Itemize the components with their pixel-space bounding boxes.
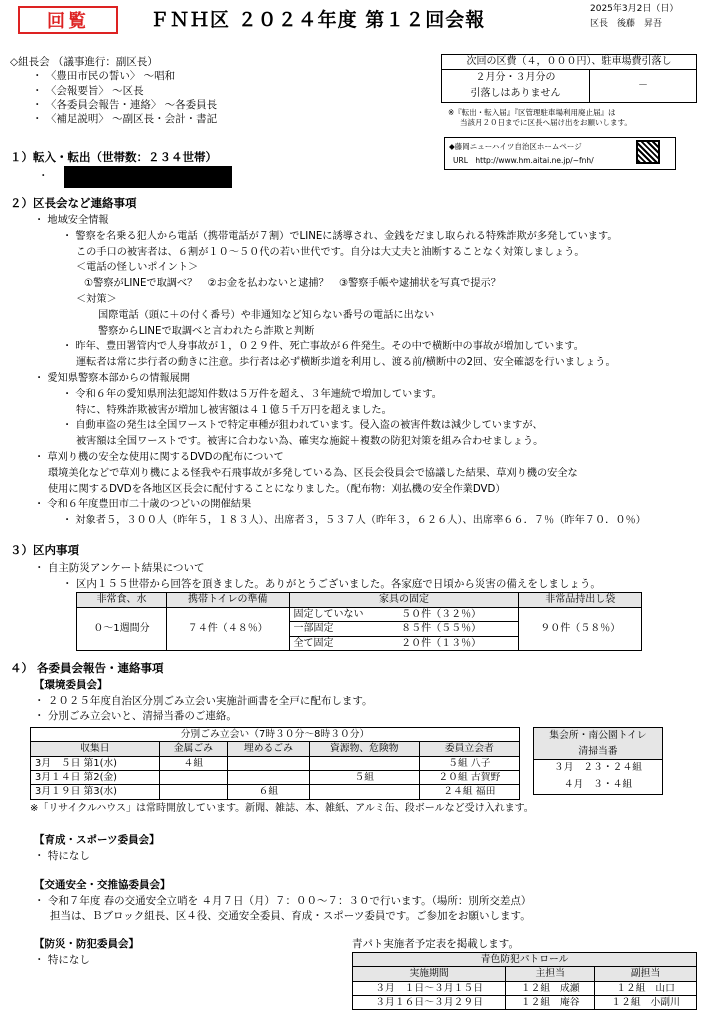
table-cell: ２０件（１３％） [397, 636, 519, 651]
fee-box-left: ２月分・３月分の 引落しはありません [442, 69, 590, 102]
table-header: 非常品持出し袋 [519, 593, 642, 608]
page-title: ＦＮＨ区 ２０２４年度 第１２回会報 [150, 9, 486, 31]
table-cell: ３月１６日～３月２９日 [353, 995, 506, 1009]
table-cell [159, 770, 227, 784]
patrol-note: 青パト実施者予定表を掲載します。 [352, 938, 519, 950]
s2-line: ・ 令和６年の愛知県刑法犯認知件数は５万件を超え、３年連続で増加しています。 [62, 388, 442, 400]
table-row [31, 756, 520, 770]
s2-line: ＜対策＞ [76, 293, 117, 305]
table-header: 委員立会者 [419, 742, 519, 756]
env-line: ・ ２０２５年度自治区分別ごみ立会い実施計画書を全戸に配布します。 [34, 695, 373, 707]
table-row [353, 995, 697, 1009]
s2-line: ・ 警察を名乗る犯人から電話（携帯電話が７割）でLINEに誘導され、金銭をだまし取られる特殊詐欺が多発しています。 [62, 230, 618, 242]
table-cell: ８５件（５５％） [397, 622, 519, 637]
table-title: 分別ごみ立会い（7時３０分～8時３０分） [31, 728, 520, 742]
s2-line: ・ 昨年、豊田署管内で人身事故が１，０２９件、死亡事故が６件発生。その中で横断中の事故が増加しています。 [62, 341, 584, 353]
kumicho-item: ・ 〈補足説明〉 ～副区長・会計・書記 [32, 113, 218, 126]
garbage-schedule-table [30, 727, 520, 800]
s2-line: 国際電話（頭に＋の付く番号）や非通知など知らない番号の電話に出ない [98, 309, 435, 321]
table-cell: ９０件（５８％） [519, 607, 642, 651]
table-header: 家具の固定 [289, 593, 519, 608]
table-header: 金属ごみ [159, 742, 227, 756]
table-title: 青色防犯パトロール [353, 953, 697, 967]
redacted-block [64, 166, 232, 188]
table-row [353, 981, 697, 995]
kumicho-item: ・ 〈豊田市民の誓い〉 ～唱和 [32, 70, 176, 83]
section-2-heading: ２）区長会など連絡事項 [10, 196, 137, 210]
s2-line: ・ 自動車盗の発生は全国ワーストで特定車種が狙われています。侵入盗の被害件数は減少していますが、 [62, 420, 543, 432]
cleaning-row: ４月 ３・４組 [563, 778, 633, 790]
disaster-survey-table [76, 592, 642, 651]
signature: 区長 後藤 昇吾 [590, 19, 663, 30]
table-header: 収集日 [31, 742, 160, 756]
env-line: ・ 分別ごみ立会いと、清掃当番のご連絡。 [34, 710, 237, 722]
traffic-line: 担当は、Ｂブロック組長、区４役、交通安全委員、育成・スポーツ委員です。ご参加をお願いします。 [50, 910, 531, 922]
table-cell: ２０組 古賀野 [419, 770, 519, 784]
table-header: 埋めるごみ [227, 742, 309, 756]
table-cell [159, 785, 227, 799]
s2-line: ・ 対象者５，３００人（昨年５，１８３人）、出席者３，５３７人（昨年３，６２６人）、出席率６６．７％（昨年７０．０％） [62, 515, 646, 527]
table-header: 実施期間 [353, 967, 506, 981]
table-cell: ５組 [309, 770, 419, 784]
s2-line: この手口の被害者は、６割が１０～５０代の若い世代です。自分は大丈夫と油断することなく対策しましょう。 [76, 246, 585, 258]
table-cell: 一部固定 [289, 622, 397, 637]
table-cell: 全て固定 [289, 636, 397, 651]
table-cell [534, 760, 663, 794]
fee-box [441, 54, 697, 103]
s2-line: 特に、特殊詐欺被害が増加し被害額は４１億５千万円を超えました。 [76, 404, 392, 416]
table-row [31, 785, 520, 799]
env-committee-heading: 【環境委員会】 [34, 679, 108, 691]
table-cell: ５０件（３２％） [397, 607, 519, 622]
table-cell: ４組 [159, 756, 227, 770]
table-header: 携帯トイレの準備 [167, 593, 290, 608]
table-cell: １２組 小副川 [595, 995, 697, 1009]
section-2-body [34, 213, 646, 529]
table-header: 非常食、水 [77, 593, 167, 608]
issue-date: 2025年3月2日（日） [590, 4, 679, 14]
table-cell [309, 785, 419, 799]
side-notes [448, 108, 632, 128]
s2-line: ・ 愛知県警察本部からの情報展開 [34, 372, 191, 384]
sports-committee-heading: 【育成・スポーツ委員会】 [34, 834, 160, 846]
s2-line: ・ 草刈り機の安全な使用に関するDVDの配布について [34, 451, 284, 463]
qr-code-icon[interactable] [636, 140, 660, 164]
table-header: 副担当 [595, 967, 697, 981]
homepage-title: ◆藤岡ニューハイツ自治区ホームページ [449, 142, 582, 151]
table-cell: ５組 八子 [419, 756, 519, 770]
fee-box-title: 次回の区費（４，０００円）、駐車場費引落し [442, 55, 697, 70]
s2-line: ・ 地域安全情報 [34, 215, 109, 226]
kumicho-heading: ◇組長会 （議事進行：副区長） [10, 56, 158, 68]
table-cell: 3月 ５日 第1(水) [31, 756, 160, 770]
sports-line: ・ 特になし [34, 850, 90, 862]
s2-line: 被害額は全国ワーストです。被害に合わない為、確実な施錠＋複数の防犯対策を組み合わせましょう。 [76, 436, 544, 448]
section-4-heading: ４） 各委員会報告・連絡事項 [10, 661, 164, 675]
s2-line: 環境美化などで草刈り機による怪我や石飛事故が多発している為、区長会役員会で協議した結果、草刈り機の安全な [48, 467, 578, 479]
table-cell: ３月 １日～３月１５日 [353, 981, 506, 995]
s2-line: ①警察がLINEで取調べ？ ②お金を払わないと逮捕？ ③警察手帳や逮捕状を写真で提示？ [84, 278, 501, 290]
section-1-bullet: ・ [38, 170, 49, 182]
traffic-line: ・ 令和７年度 春の交通安全立哨を ４月７日（月）７：００～７：３０で行います。（場所：別所交差点） [34, 895, 532, 907]
traffic-committee-heading: 【交通安全・交推協委員会】 [34, 879, 171, 891]
kumicho-item: ・ 〈会報要旨〉 ～区長 [32, 84, 144, 97]
table-header: 資源物、危険物 [309, 742, 419, 756]
s3-line: ・ 自主防災アンケート結果について [34, 562, 205, 574]
table-cell: ２４組 福田 [419, 785, 519, 799]
kumicho-item: ・ 〈各委員会報告・連絡〉 ～各委員長 [32, 98, 218, 111]
patrol-table [352, 952, 697, 1010]
table-cell [309, 756, 419, 770]
table-cell [227, 770, 309, 784]
traffic-body [34, 894, 531, 924]
table-cell: 3月１９日 第3(水) [31, 785, 160, 799]
table-cell: ６組 [227, 785, 309, 799]
table-cell: ０～1週間分 [77, 607, 167, 651]
table-cell [227, 756, 309, 770]
s2-line: ・ 令和６年度豊田市二十歳のつどいの開催結果 [34, 499, 252, 511]
circulation-badge: 回覧 [18, 6, 118, 34]
move-note-1: ※『転出・転入届』『区管理駐車場利用廃止届』は [448, 108, 616, 117]
cleaning-duty-table [533, 727, 663, 795]
table-row [31, 770, 520, 784]
table-header: 主担当 [506, 967, 595, 981]
table-cell: １２組 成瀬 [506, 981, 595, 995]
section-1-heading: １）転入・転出（世帯数：２３４世帯） [10, 150, 217, 164]
env-body [34, 694, 373, 724]
s2-line: ＜電話の怪しいポイント＞ [76, 262, 199, 274]
s2-line: 運転者は常に歩行者の動きに注意。歩行者は必ず横断歩道を利用し、渡る前/横断中の2回、安全確認を行いましょう。 [76, 357, 616, 369]
kumicho-section [10, 55, 217, 126]
table-cell: 固定していない [289, 607, 397, 622]
table-cell: １２組 山口 [595, 981, 697, 995]
cleaning-row: ３月 ２３・２４組 [553, 762, 643, 774]
date-signature [590, 2, 678, 33]
homepage-url[interactable]: URL http://www.hm.aitai.ne.jp/~fnh/ [453, 155, 594, 165]
s3-line: ・ 区内１５５世帯から回答を頂きました。ありがとうございました。各家庭で日頃から災害の備えをしましょう。 [62, 578, 601, 590]
section-3-body [34, 560, 601, 592]
table-cell: 3月１４日 第2(金) [31, 770, 160, 784]
bosai-committee-heading: 【防災・防犯委員会】 [34, 938, 139, 950]
bosai-line: ・ 特になし [34, 954, 90, 966]
section-3-heading: ３）区内事項 [10, 543, 79, 557]
fee-box-right: － [589, 69, 696, 102]
move-note-2: 当該月２０日までに区長へ届け出をお願いします。 [460, 118, 632, 128]
s2-line: 使用に関するDVDを各地区区長会に配付することになりました。（配布物：刈払機の安全作業DVD） [48, 483, 506, 495]
table-title: 集会所・南公園トイレ 清掃当番 [534, 728, 663, 760]
s2-line: 警察からLINEで取調べと言われたら詐欺と判断 [98, 325, 315, 337]
table-cell: ７４件（４８％） [167, 607, 290, 651]
recycle-note: ※「リサイクルハウス」は常時開放しています。新聞、雑誌、本、雑紙、アルミ缶、段ボールなど受け入れます。 [30, 803, 534, 814]
table-cell: １２組 庵谷 [506, 995, 595, 1009]
